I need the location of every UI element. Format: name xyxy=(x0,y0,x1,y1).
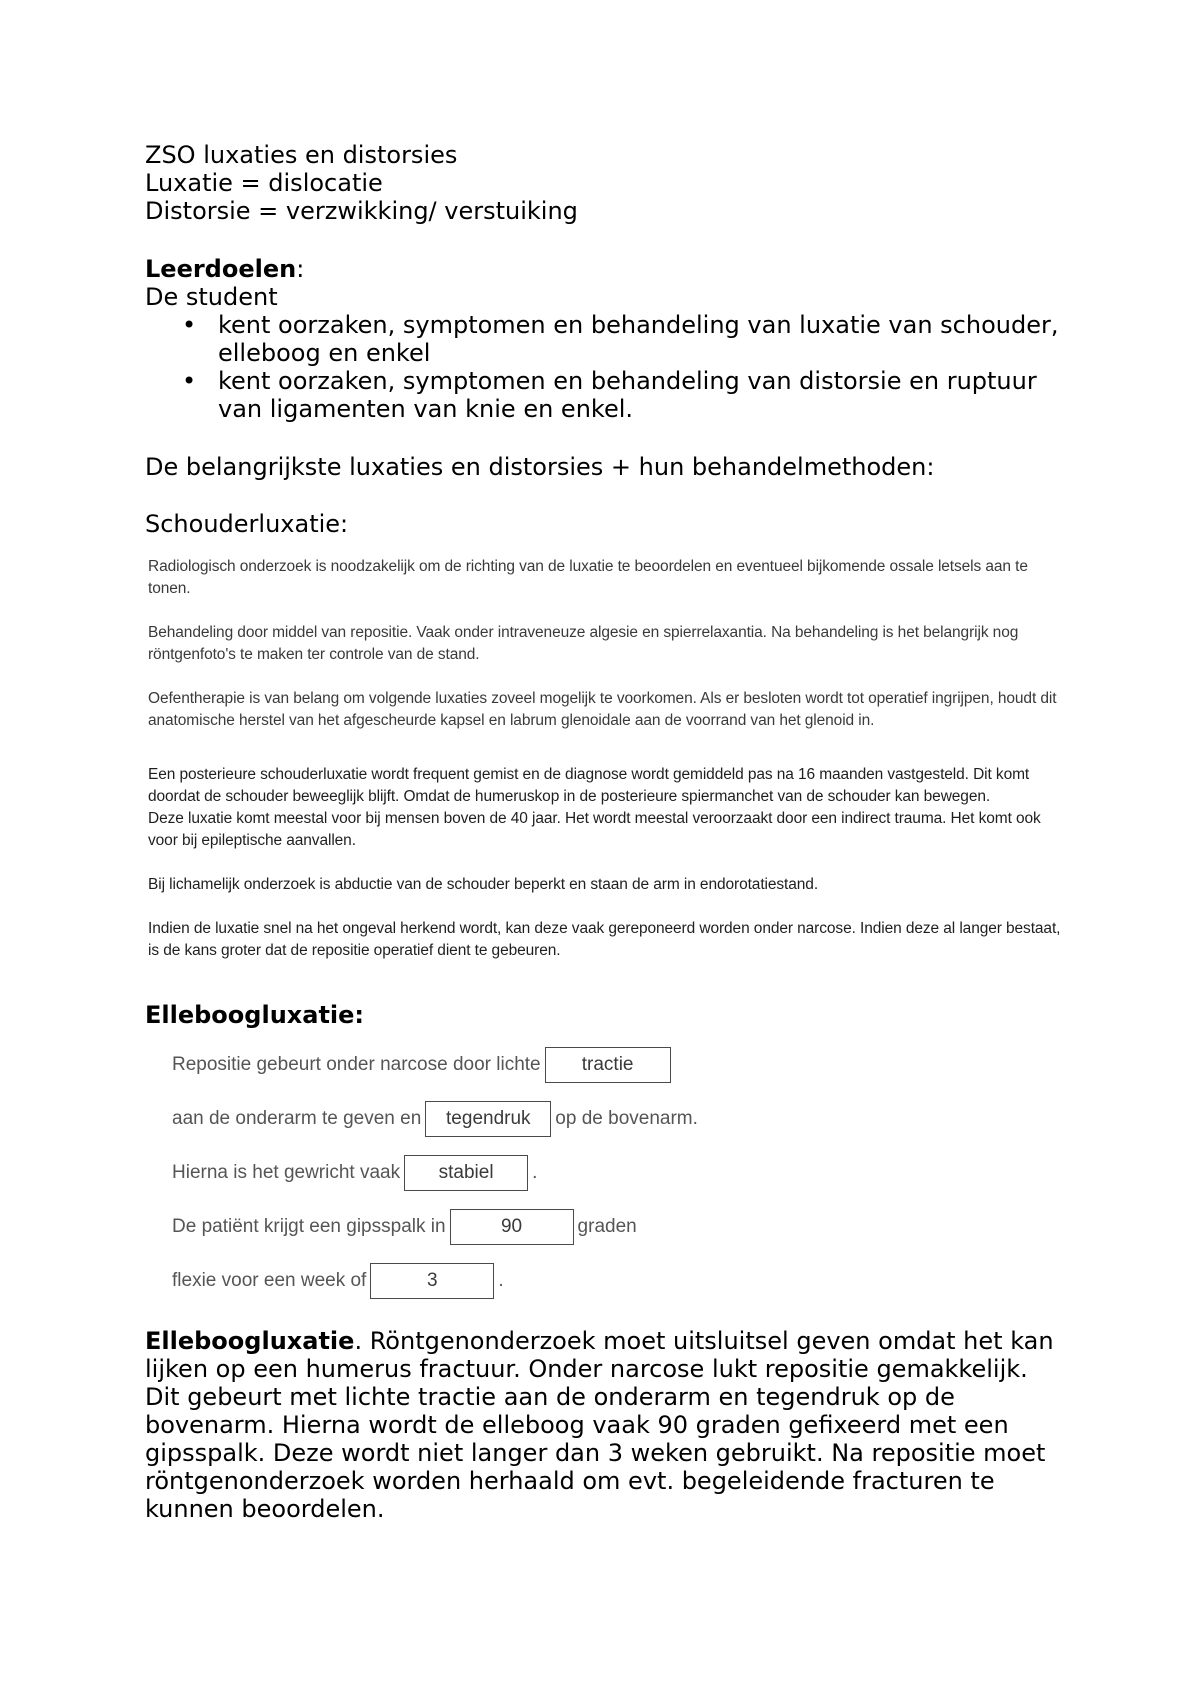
learning-goal-text: kent oorzaken, symptomen en behandeling van distorsie en ruptuur van ligamenten van knie en enkel. xyxy=(218,367,1037,423)
scan-line: röntgenfoto's te maken ter controle van de stand. xyxy=(148,646,480,663)
fill-text-after: graden xyxy=(577,1216,637,1237)
fill-row xyxy=(172,1208,637,1246)
list-item xyxy=(145,311,1075,367)
answer-box: 3 xyxy=(370,1263,494,1299)
answer-box: 90 xyxy=(450,1209,574,1245)
answer-box: tegendruk xyxy=(425,1101,551,1137)
scan-line: Oefentherapie is van belang om volgende luxaties zoveel mogelijk te voorkomen. Als er besloten wordt tot operatief ingrijpen, houdt dit xyxy=(148,690,1057,707)
fill-text-before: flexie voor een week of xyxy=(172,1270,367,1291)
overview-line: De belangrijkste luxaties en distorsies + hun behandelmethoden: xyxy=(145,453,935,481)
scan-line: Een posterieure schouderluxatie wordt frequent gemist en de diagnose wordt gemiddeld pas na 16 maanden vastgesteld. Dit komt xyxy=(148,766,1030,783)
learning-goals-intro: De student xyxy=(145,283,278,311)
definition-distorsie: Distorsie = verzwikking/ verstuiking xyxy=(145,197,578,225)
fill-row xyxy=(172,1100,698,1138)
elbow-heading: Elleboogluxatie: xyxy=(145,1001,365,1029)
scan-line: voor bij epileptische aanvallen. xyxy=(148,832,356,849)
shoulder-heading: Schouderluxatie: xyxy=(145,510,349,538)
learning-goals-heading xyxy=(145,255,304,283)
fill-text-before: aan de onderarm te geven en xyxy=(172,1108,422,1129)
answer-box: tractie xyxy=(545,1047,671,1083)
fill-row xyxy=(172,1046,675,1084)
learning-goal-text: kent oorzaken, symptomen en behandeling van luxatie van schouder, elleboog en enkel xyxy=(218,311,1059,367)
scan-line: doordat de schouder beweeglijk blijft. Omdat de humeruskop in de posterieure spiermanchet van de schouder kan bewegen. xyxy=(148,788,991,805)
scan-line: Deze luxatie komt meestal voor bij mensen boven de 40 jaar. Het wordt meestal veroorzaakt door een indirect trauma. Het komt ook xyxy=(148,810,1041,827)
scan-line: is de kans groter dat de repositie operatief dient te gebeuren. xyxy=(148,942,561,959)
learning-goals-heading-colon: : xyxy=(296,255,305,283)
elbow-paragraph xyxy=(145,1327,1065,1523)
scan-line: anatomische herstel van het afgescheurde kapsel en labrum glenoidale aan de voorrand van het glenoid in. xyxy=(148,712,875,729)
answer-box: stabiel xyxy=(404,1155,528,1191)
scan-line: Indien de luxatie snel na het ongeval herkend wordt, kan deze vaak gereponeerd worden onder narcose. Indien deze al langer bestaat, xyxy=(148,920,1061,937)
fill-text-before: Hierna is het gewricht vaak xyxy=(172,1162,401,1183)
elbow-paragraph-lead: Elleboogluxatie xyxy=(145,1327,355,1355)
fill-text-before: De patiënt krijgt een gipsspalk in xyxy=(172,1216,446,1237)
definition-luxatie: Luxatie = dislocatie xyxy=(145,169,383,197)
list-item xyxy=(145,367,1075,423)
fill-row xyxy=(172,1154,537,1192)
scan-line: tonen. xyxy=(148,580,191,597)
learning-goals-list xyxy=(145,311,1075,423)
scan-line: Bij lichamelijk onderzoek is abductie van de schouder beperkt en staan de arm in endorotatiestand. xyxy=(148,876,819,893)
scan-line: Radiologisch onderzoek is noodzakelijk om de richting van de luxatie te beoordelen en eventueel bijkomende ossale letsels aan te xyxy=(148,558,1028,575)
bullet-icon: • xyxy=(182,367,197,395)
elbow-paragraph-body: . Röntgenonderzoek moet uitsluitsel geven omdat het kan lijken op een humerus fractuur. Onder narcose lukt repositie gemakkelijk. Dit gebeurt met lichte tractie aan de onderarm en tegendruk op de bovenarm. Hierna wordt de elleboog vaak 90 graden gefixeerd met een gipsspalk. Deze wordt niet langer dan 3 weken gebruikt. Na repositie moet röntgenonderzoek worden herhaald om evt. begeleidende fracturen te kunnen beoordelen. xyxy=(145,1327,1054,1523)
fill-text-after: . xyxy=(532,1162,538,1183)
fill-text-before: Repositie gebeurt onder narcose door lichte xyxy=(172,1054,541,1075)
learning-goals-heading-text: Leerdoelen xyxy=(145,255,297,283)
document-title: ZSO luxaties en distorsies xyxy=(145,141,458,169)
fill-text-after: . xyxy=(498,1270,504,1291)
fill-text-after: op de bovenarm. xyxy=(555,1108,698,1129)
fill-row xyxy=(172,1262,504,1300)
bullet-icon: • xyxy=(182,311,197,339)
scan-line: Behandeling door middel van repositie. Vaak onder intraveneuze algesie en spierrelaxantia. Na behandeling is het belangrijk nog xyxy=(148,624,1019,641)
